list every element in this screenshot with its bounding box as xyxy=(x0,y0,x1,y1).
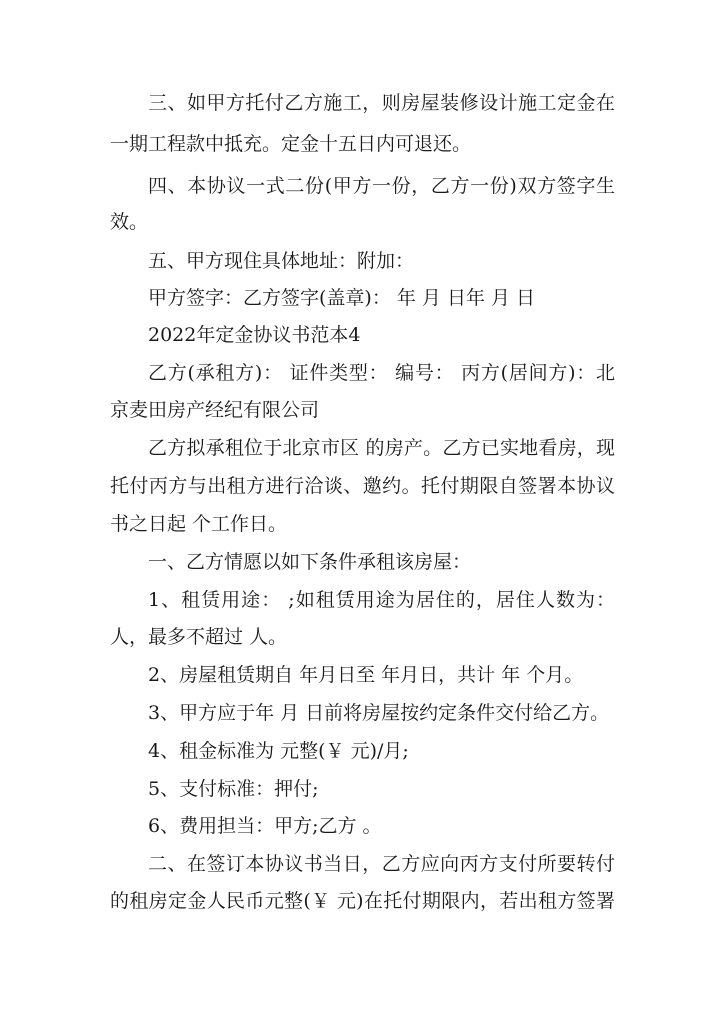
text-line: 1、租赁用途： ;如租赁用途为居住的，居住人数为： xyxy=(148,589,615,611)
text-line: 4、租金标准为 元整(￥ 元)/月; xyxy=(148,740,409,762)
text-line: 5、支付标准：押付; xyxy=(148,778,319,800)
text-line: 2022年定金协议书范本4 xyxy=(148,324,361,346)
text-line: 一、乙方情愿以如下条件承租该房屋： xyxy=(148,551,472,573)
text-line: 京麦田房产经纪有限公司 xyxy=(110,399,320,421)
text-line: 甲方签字：乙方签字(盖章)： 年 月 日年 月 日 xyxy=(148,287,536,309)
text-line: 二、在签订本协议书当日，乙方应向丙方支付所要转付 xyxy=(148,853,615,875)
text-line: 三、如甲方托付乙方施工，则房屋装修设计施工定金在 xyxy=(148,92,615,114)
text-line: 3、甲方应于年 月 日前将房屋按约定条件交付给乙方。 xyxy=(148,702,610,724)
text-line: 人，最多不超过 人。 xyxy=(110,626,288,648)
text-line: 2、房屋租赁期自 年月日至 年月日，共计 年 个月。 xyxy=(148,664,584,686)
text-line: 的租房定金人民币元整(￥ 元)在托付期限内，若出租方签署 xyxy=(110,890,615,912)
text-line: 托付丙方与出租方进行洽谈、邀约。托付期限自签署本协议 xyxy=(110,475,615,497)
text-line: 书之日起 个工作日。 xyxy=(110,513,288,535)
text-line: 乙方(承租方)： 证件类型： 编号： 丙方(居间方)：北 xyxy=(148,362,615,384)
text-line: 四、本协议一式二份(甲方一份，乙方一份)双方签字生 xyxy=(148,175,615,197)
text-line: 一期工程款中抵充。定金十五日内可退还。 xyxy=(110,133,472,155)
text-line: 6、费用担当：甲方;乙方 。 xyxy=(148,815,382,837)
text-line: 五、甲方现住具体地址：附加： xyxy=(148,250,415,272)
text-line: 效。 xyxy=(110,211,149,233)
text-line: 乙方拟承租位于北京市区 的房产。乙方已实地看房，现 xyxy=(148,437,615,459)
